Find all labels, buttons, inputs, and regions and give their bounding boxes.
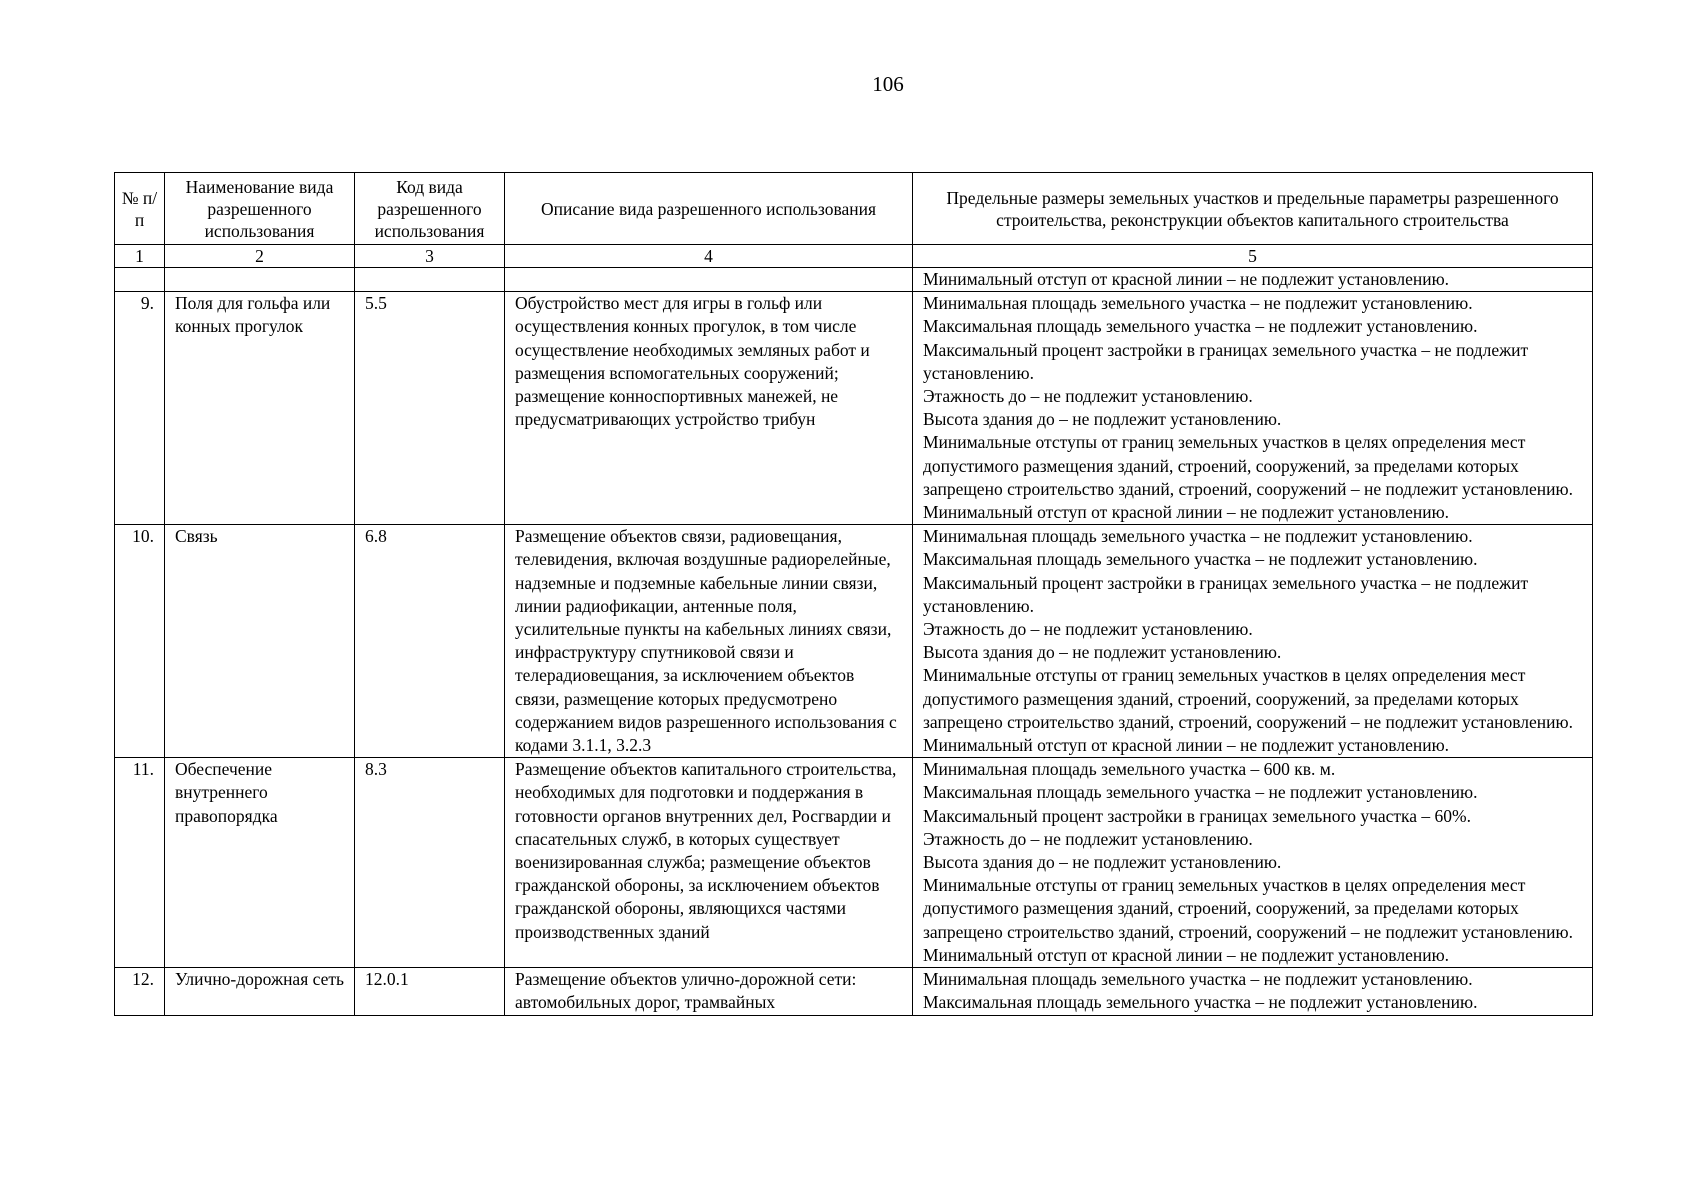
use-description: Размещение объектов капитального строительства, необходимых для подготовки и поддержания в готовности органов внутренних дел, Росгвардии и спасательных служб, в которых существует военизированная служба; размещение объектов гражданской обороны, за исключением объектов гражданской обороны, являющихся частями производственных зданий <box>505 758 913 968</box>
column-number: 4 <box>505 245 913 268</box>
table-row <box>115 525 1593 758</box>
params-cell <box>913 268 1593 292</box>
param-line: Минимальная площадь земельного участка – не подлежит установлению. <box>923 969 1473 990</box>
param-line: Максимальный процент застройки в границах земельного участка – не подлежит установлению. <box>923 339 1529 383</box>
use-name: Связь <box>165 525 355 758</box>
column-number: 5 <box>913 245 1593 268</box>
param-line: Этажность до – не подлежит установлению. <box>923 619 1253 640</box>
column-numbers-row <box>115 245 1593 268</box>
param-line: Минимальный отступ от красной линии – не подлежит установлению. <box>923 269 1450 289</box>
use-name: Поля для гольфа или конных прогулок <box>165 292 355 525</box>
param-line: Высота здания до – не подлежит установлению. <box>923 409 1282 430</box>
param-line: Высота здания до – не подлежит установлению. <box>923 642 1282 663</box>
table-row <box>115 292 1593 525</box>
table-row <box>115 758 1593 968</box>
use-name: Улично-дорожная сеть <box>165 968 355 1015</box>
column-number: 3 <box>355 245 505 268</box>
param-line: Минимальный отступ от красной линии – не подлежит установлению. <box>923 502 1450 523</box>
param-line: Минимальный отступ от красной линии – не подлежит установлению. <box>923 944 1450 965</box>
use-description: Обустройство мест для игры в гольф или осуществления конных прогулок, в том числе осуществление необходимых земляных работ и размещения вспомогательных сооружений; размещение конноспортивных манежей, не предусматривающих устройство трибун <box>505 292 913 525</box>
row-number: 10. <box>115 525 165 758</box>
param-line: Минимальные отступы от границ земельных участков в целях определения мест допустимого размещения зданий, строений, сооружений, за пределами которых запрещено строительство зданий, строений, сооружений – не подлежит установлению. <box>923 875 1573 942</box>
page-number: 106 <box>872 72 904 96</box>
param-line: Высота здания до – не подлежит установлению. <box>923 852 1282 873</box>
use-code: 5.5 <box>355 292 505 525</box>
param-line: Максимальная площадь земельного участка – не подлежит установлению. <box>923 549 1478 570</box>
use-description: Размещение объектов связи, радиовещания, телевидения, включая воздушные радиорелейные, надземные и подземные кабельные линии связи, линии радиофикации, антенные поля, усилительные пункты на кабельных линиях связи, инфраструктуру спутниковой связи и телерадиовещания, за исключением объектов связи, размещение которых предусмотрено содержанием видов разрешенного использования с кодами 3.1.1, 3.2.3 <box>505 525 913 758</box>
header-code: Код вида разрешенного использования <box>355 173 505 245</box>
table-row <box>115 968 1593 1015</box>
use-code: 8.3 <box>355 758 505 968</box>
param-line: Минимальная площадь земельного участка – 600 кв. м. <box>923 759 1336 780</box>
params-cell <box>913 758 1593 968</box>
use-name: Обеспечение внутреннего правопорядка <box>165 758 355 968</box>
param-line: Этажность до – не подлежит установлению. <box>923 828 1253 849</box>
row-number: 11. <box>115 758 165 968</box>
header-name: Наименование вида разрешенного использования <box>165 173 355 245</box>
param-line: Максимальная площадь земельного участка – не подлежит установлению. <box>923 316 1478 337</box>
param-line: Максимальный процент застройки в границах земельного участка – не подлежит установлению. <box>923 572 1529 616</box>
param-line: Минимальная площадь земельного участка – не подлежит установлению. <box>923 526 1473 547</box>
land-use-table <box>114 172 1593 1016</box>
param-line: Максимальная площадь земельного участка – не подлежит установлению. <box>923 782 1478 803</box>
row-number: 9. <box>115 292 165 525</box>
param-line: Минимальные отступы от границ земельных участков в целях определения мест допустимого размещения зданий, строений, сооружений, за пределами которых запрещено строительство зданий, строений, сооружений – не подлежит установлению. <box>923 665 1573 732</box>
continuation-row <box>115 268 1593 292</box>
table-header-row <box>115 173 1593 245</box>
row-number: 12. <box>115 968 165 1015</box>
params-cell <box>913 968 1593 1015</box>
header-number: № п/п <box>115 173 165 245</box>
param-line: Минимальные отступы от границ земельных участков в целях определения мест допустимого размещения зданий, строений, сооружений, за пределами которых запрещено строительство зданий, строений, сооружений – не подлежит установлению. <box>923 432 1573 499</box>
param-line: Минимальная площадь земельного участка – не подлежит установлению. <box>923 293 1473 314</box>
header-description: Описание вида разрешенного использования <box>505 173 913 245</box>
param-line: Минимальный отступ от красной линии – не подлежит установлению. <box>923 735 1450 756</box>
use-code: 6.8 <box>355 525 505 758</box>
header-params: Предельные размеры земельных участков и предельные параметры разрешенного строительства, реконструкции объектов капитального строительства <box>913 173 1593 245</box>
params-cell <box>913 292 1593 525</box>
params-cell <box>913 525 1593 758</box>
param-line: Максимальный процент застройки в границах земельного участка – 60%. <box>923 805 1472 826</box>
column-number: 1 <box>115 245 165 268</box>
column-number: 2 <box>165 245 355 268</box>
param-line: Максимальная площадь земельного участка – не подлежит установлению. <box>923 992 1478 1013</box>
use-code: 12.0.1 <box>355 968 505 1015</box>
param-line: Этажность до – не подлежит установлению. <box>923 386 1253 407</box>
use-description: Размещение объектов улично-дорожной сети: автомобильных дорог, трамвайных <box>505 968 913 1015</box>
